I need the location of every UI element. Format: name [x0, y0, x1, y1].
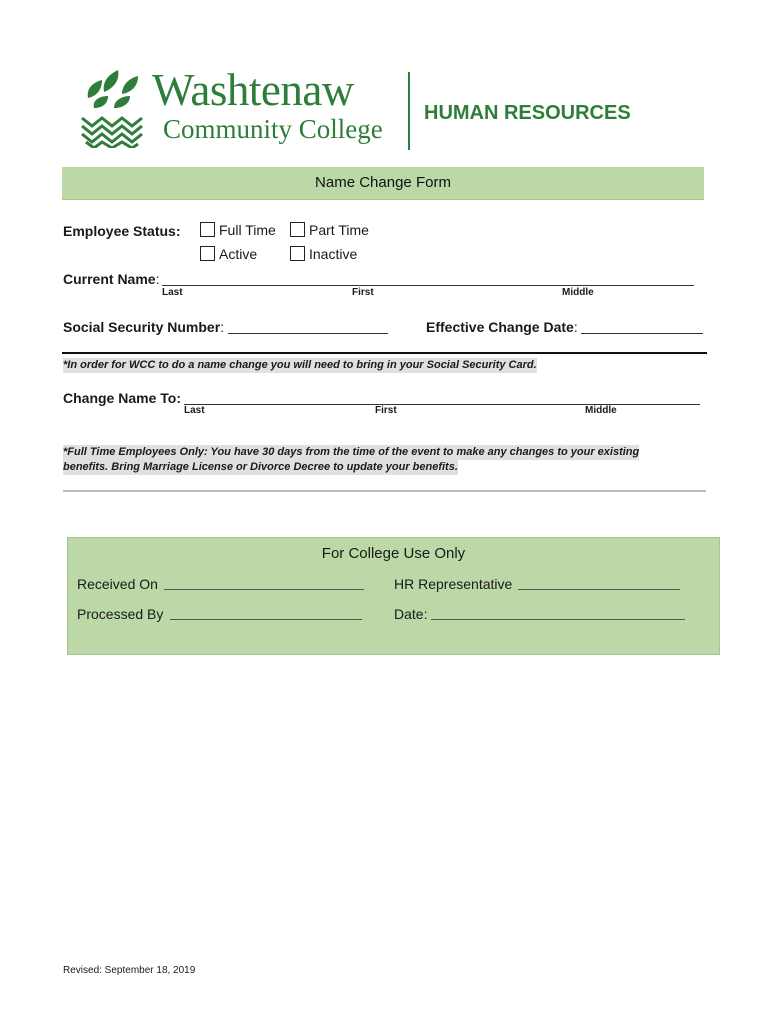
form-title-bar [62, 167, 704, 200]
active-checkbox[interactable] [200, 246, 215, 261]
department-name: HUMAN RESOURCES [424, 102, 631, 124]
change-name-label: Change Name To: [63, 390, 181, 406]
hr-representative-field[interactable] [518, 576, 680, 590]
full-time-option-label: Full Time [219, 222, 276, 238]
ssn-field[interactable] [228, 319, 388, 334]
current-name-label [63, 270, 159, 288]
ssn-card-note: *In order for WCC to do a name change you will need to bring in your Social Security Card. [63, 359, 537, 371]
section-divider-grey [63, 490, 706, 492]
effective-date-colon: : [573, 319, 578, 335]
inactive-option-label: Inactive [309, 246, 358, 262]
effective-date-field[interactable] [581, 319, 703, 334]
current-name-first-caption: First [352, 287, 374, 298]
employee-status-label: Employee Status: [63, 223, 181, 239]
ssn-label-text: Social Security Number [63, 319, 221, 335]
inactive-checkbox[interactable] [290, 246, 305, 261]
current-name-middle-caption: Middle [562, 287, 594, 298]
logo-wordmark-line2: Community College [163, 114, 383, 144]
college-use-title: For College Use Only [321, 545, 466, 562]
effective-date-label-text: Effective Change Date [426, 319, 574, 335]
college-use-panel [67, 537, 720, 655]
ssn-colon: : [220, 319, 225, 335]
section-divider [62, 352, 707, 354]
full-time-checkbox[interactable] [200, 222, 215, 237]
full-time-note-line2: benefits. Bring Marriage License or Divorce Decree to update your benefits. [63, 461, 458, 473]
change-name-last-caption: Last [184, 405, 205, 416]
processed-by-label: Processed By [77, 606, 164, 622]
revision-date: Revised: September 18, 2019 [63, 965, 196, 976]
current-name-last-caption: Last [162, 287, 183, 298]
ssn-label [63, 318, 224, 336]
date-field[interactable] [431, 606, 685, 620]
date-label: Date: [394, 606, 428, 622]
current-name-label-text: Current Name [63, 271, 156, 287]
hr-representative-label: HR Representative [394, 576, 513, 592]
change-name-field[interactable] [184, 390, 700, 405]
received-on-label: Received On [77, 576, 158, 592]
part-time-checkbox[interactable] [290, 222, 305, 237]
active-option-label: Active [219, 246, 258, 262]
processed-by-field[interactable] [170, 606, 362, 620]
header-divider [408, 72, 410, 150]
change-name-first-caption: First [375, 405, 397, 416]
logo-wordmark-line1: Washtenaw [152, 65, 354, 115]
college-logo-icon [80, 68, 152, 148]
change-name-middle-caption: Middle [585, 405, 617, 416]
current-name-field[interactable] [162, 271, 694, 286]
received-on-field[interactable] [164, 576, 364, 590]
current-name-colon: : [155, 271, 160, 287]
effective-date-label [426, 318, 578, 336]
part-time-option-label: Part Time [309, 222, 369, 238]
full-time-note-line1: *Full Time Employees Only: You have 30 days from the time of the event to make any changes to your existing [63, 446, 640, 458]
form-title: Name Change Form [315, 174, 451, 191]
